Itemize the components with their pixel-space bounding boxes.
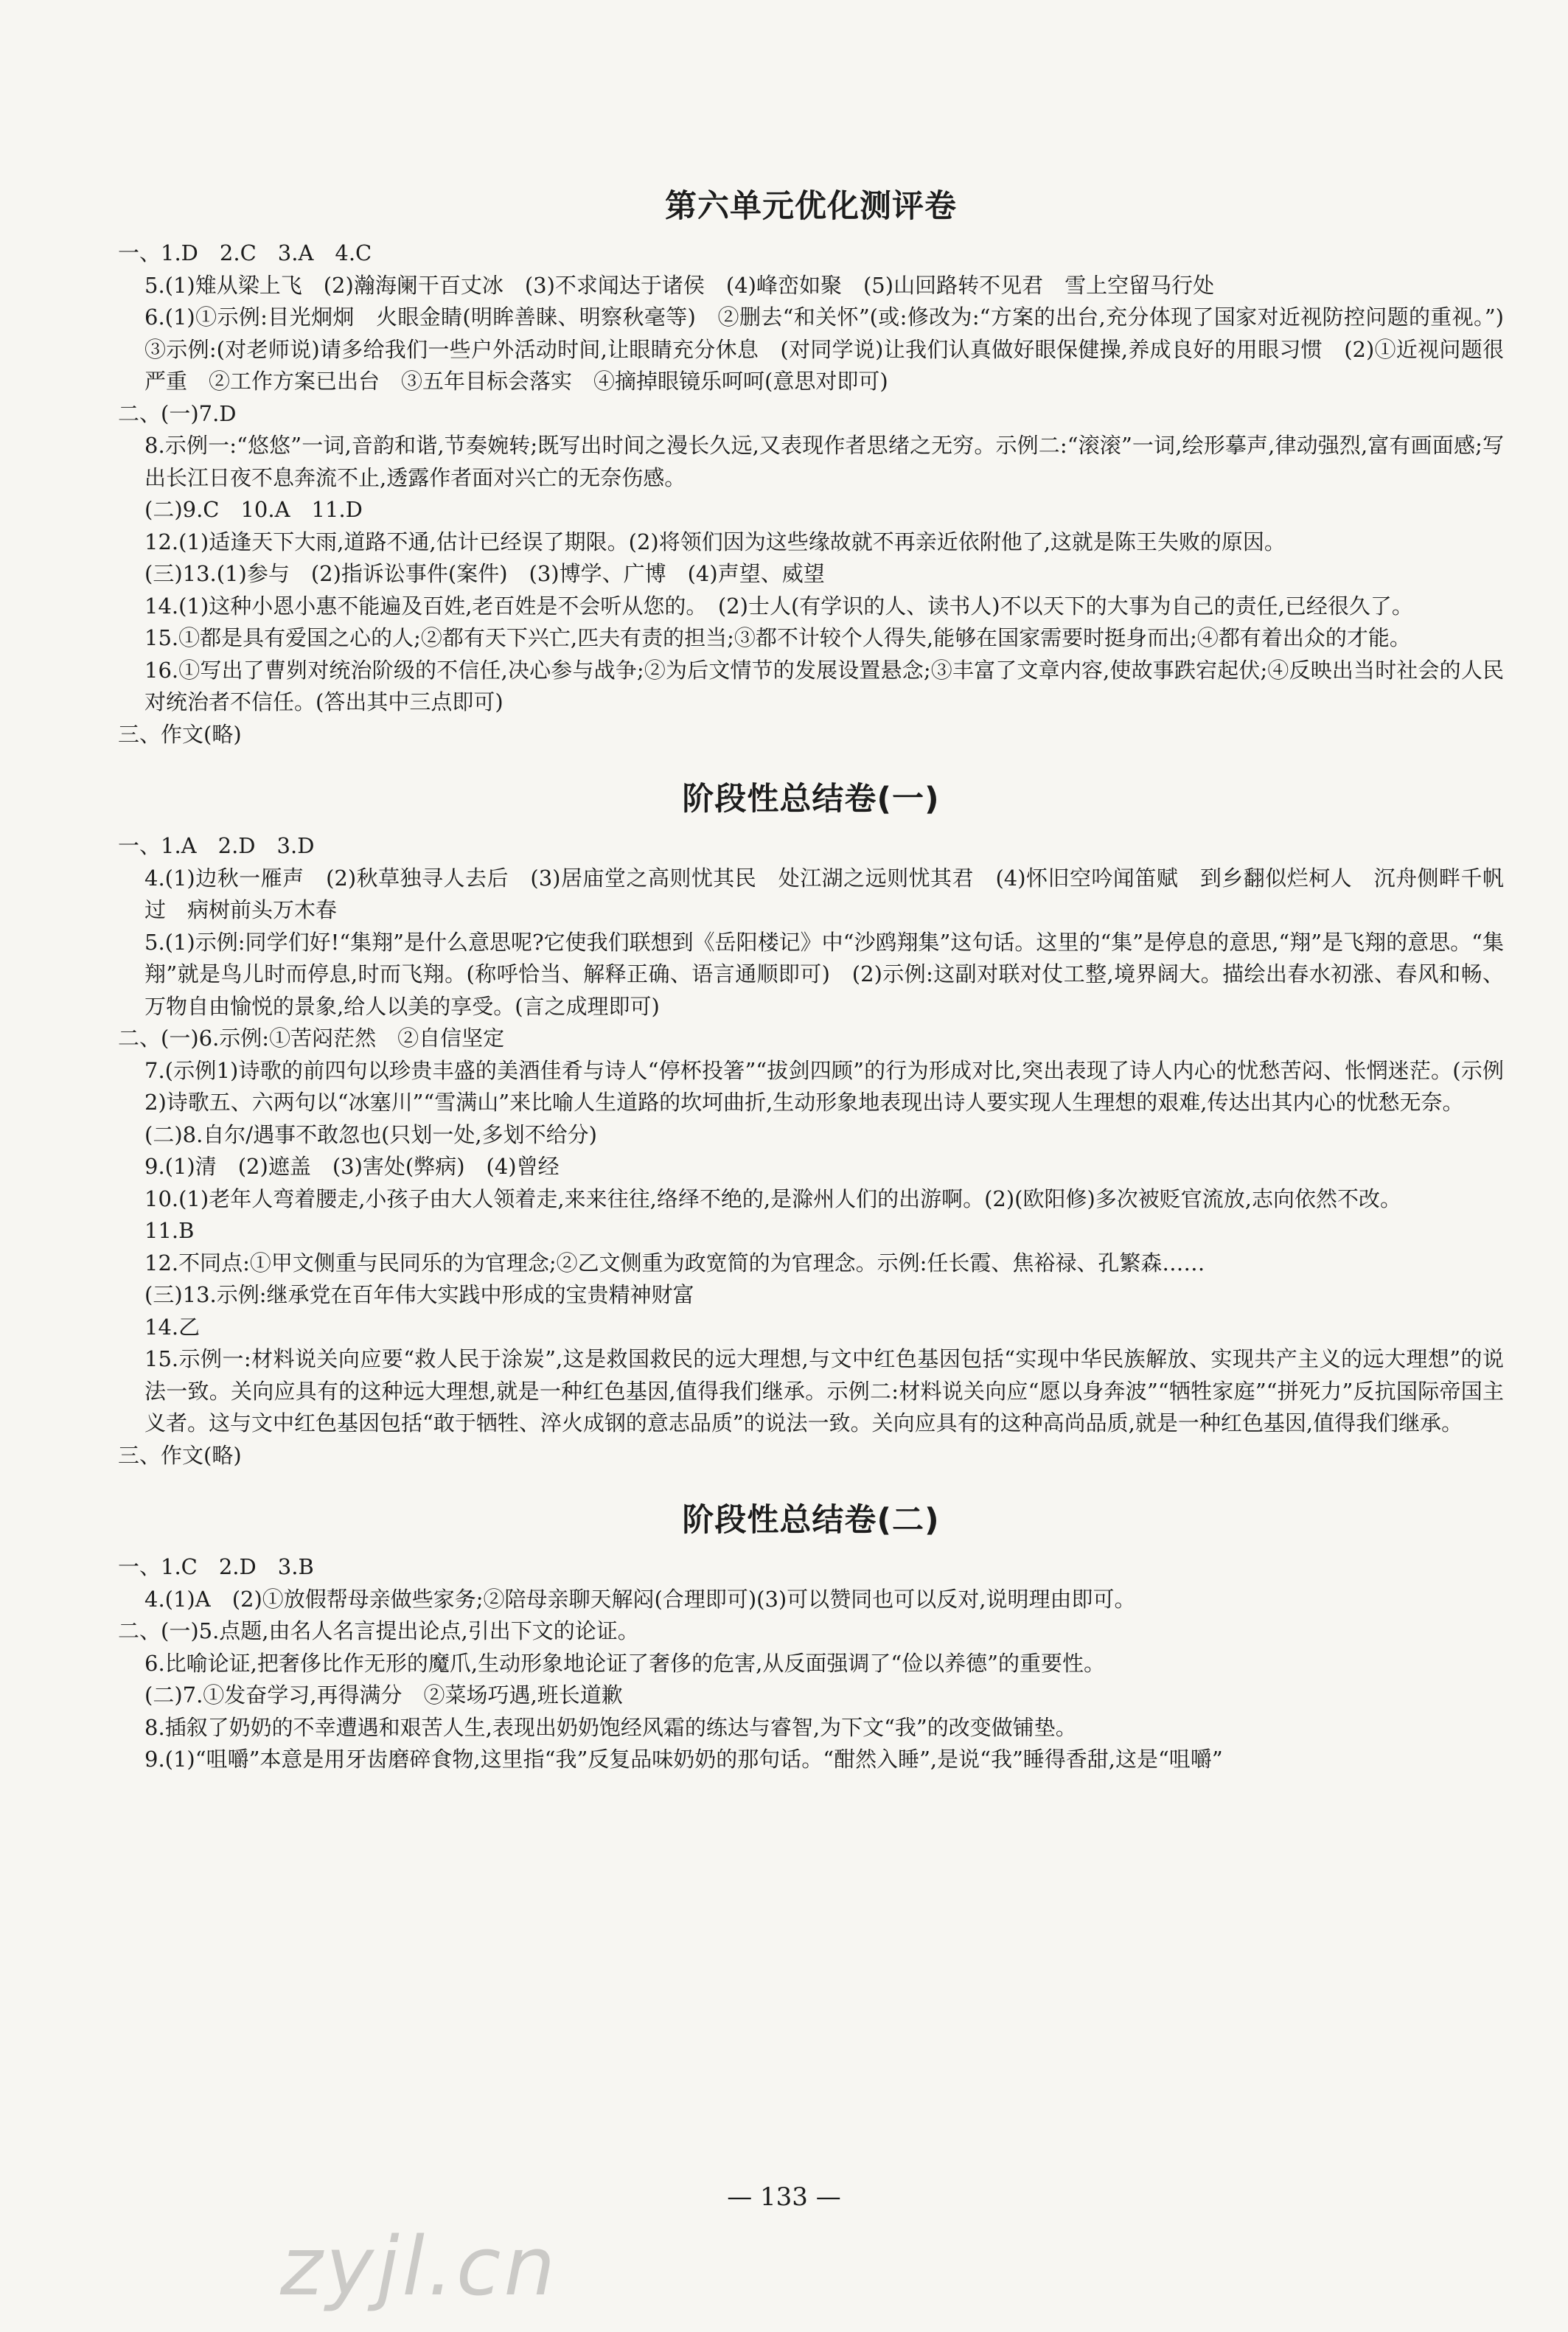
page-number: — 133 — <box>727 2182 841 2212</box>
section-title: 阶段性总结卷(一) <box>682 781 940 818</box>
answer-line: 15.①都是具有爱国之心的人;②都有天下兴亡,匹夫有责的担当;③都不计较个人得失,能够在国家需要时挺身而出;④都有着出众的才能。 <box>144 625 1411 650</box>
answer-line: 8.插叙了奶奶的不幸遭遇和艰苦人生,表现出奶奶饱经风霜的练达与睿智,为下文“我”的改变做铺垫。 <box>144 1714 1077 1740</box>
answer-line: 5.(1)示例:同学们好!“集翔”是什么意思呢?它使我们联想到《岳阳楼记》中“沙鸥翔集”这句话。这里的“集”是停息的意思,“翔”是飞翔的意思。“集翔”就是鸟儿时而停息,时而飞翔。(称呼恰当、解释正确、语言通顺即可) (2)示例:这副对联对仗工整,境界阔大。描绘出春水初涨、春风和畅、万物自由愉悦的景象,给人以美的享受。(言之成理即可) <box>144 929 1504 1019</box>
answer-line: 11.B <box>144 1218 195 1243</box>
answer-line: 二、(一)6.示例:①苦闷茫然 ②自信坚定 <box>118 1026 505 1051</box>
section-unit6 <box>118 184 1526 751</box>
answer-line: 二、(一)5.点题,由名人名言提出论点,引出下文的论证。 <box>118 1618 639 1643</box>
answer-page <box>118 184 1526 1776</box>
answer-line: 15.示例一:材料说关向应要“救人民于涂炭”,这是救国救民的远大理想,与文中红色基因包括“实现中华民族解放、实现共产主义的远大理想”的说法一致。关向应具有的这种远大理想,就是一种红色基因,值得我们继承。示例二:材料说关向应“愿以身奔波”“牺牲家庭”“拼死力”反抗国际帝国主义者。这与文中红色基因包括“敢于牺牲、淬火成钢的意志品质”的说法一致。关向应具有的这种高尚品质,就是一种红色基因,值得我们继承。 <box>144 1346 1504 1435</box>
answer-line: (二)7.①发奋学习,再得满分 ②菜场巧遇,班长道歉 <box>144 1682 623 1708</box>
answer-line: (二)8.自尔/遇事不敢忽也(只划一处,多划不给分) <box>144 1121 597 1147</box>
answer-line: 8.示例一:“悠悠”一词,音韵和谐,节奏婉转;既写出时间之漫长久远,又表现作者思绪之无穷。示例二:“滚滚”一词,绘形摹声,律动强烈,富有画面感;写出长江日夜不息奔流不止,透露作者面对兴亡的无奈伤感。 <box>144 433 1504 490</box>
answer-line: 三、作文(略) <box>118 721 242 747</box>
answer-line: 一、1.C 2.D 3.B <box>118 1554 314 1579</box>
answer-line: 4.(1)边秋一雁声 (2)秋草独寻人去后 (3)居庙堂之高则忧其民 处江湖之远则忧其君 (4)怀旧空吟闻笛赋 到乡翻似烂柯人 沉舟侧畔千帆过 病树前头万木春 <box>144 865 1504 922</box>
answer-line: 7.(示例1)诗歌的前四句以珍贵丰盛的美酒佳肴与诗人“停杯投箸”“拔剑四顾”的行为形成对比,突出表现了诗人内心的忧愁苦闷、怅惘迷茫。(示例2)诗歌五、六两句以“冰塞川”“雪满山”来比喻人生道路的坎坷曲折,生动形象地表现出诗人要实现人生理想的艰难,传达出其内心的忧愁无奈。 <box>144 1057 1504 1115</box>
answer-line: 14.(1)这种小恩小惠不能遍及百姓,老百姓是不会听从您的。 (2)士人(有学识的人、读书人)不以天下的大事为自己的责任,已经很久了。 <box>144 593 1413 619</box>
answer-line: 12.(1)适逢天下大雨,道路不通,估计已经误了期限。(2)将领们因为这些缘故就不再亲近依附他了,这就是陈王失败的原因。 <box>144 529 1286 554</box>
answer-line: (三)13.(1)参与 (2)指诉讼事件(案件) (3)博学、广博 (4)声望、威望 <box>144 561 825 586</box>
watermark-logo: zyjl.cn <box>280 2219 559 2314</box>
answer-line: 6.比喻论证,把奢侈比作无形的魔爪,生动形象地论证了奢侈的危害,从反面强调了“俭以养德”的重要性。 <box>144 1650 1105 1676</box>
answer-line: 6.(1)①示例:目光炯炯 火眼金睛(明眸善睐、明察秋毫等) ②删去“和关怀”(或:修改为:“方案的出台,充分体现了国家对近视防控问题的重视。”) ③示例:(对老师说)请多给我们一些户外活动时间,让眼睛充分休息 (对同学说)让我们认真做好眼保健操,养成良好的用眼习惯 (2)①近视问题很严重 ②工作方案已出台 ③五年目标会落实 ④摘掉眼镜乐呵呵(意思对即可) <box>144 304 1526 394</box>
answer-line: 二、(一)7.D <box>118 400 237 426</box>
section-stage-summary-2 <box>118 1498 1504 1776</box>
answer-line: 一、1.D 2.C 3.A 4.C <box>118 240 372 265</box>
section-title: 阶段性总结卷(二) <box>682 1502 940 1539</box>
answer-line: 14.乙 <box>144 1314 201 1340</box>
answer-line: 三、作文(略) <box>118 1442 242 1468</box>
section-stage-summary-1 <box>118 777 1504 1472</box>
answer-line: 9.(1)“咀嚼”本意是用牙齿磨碎食物,这里指“我”反复品味奶奶的那句话。“酣然入睡”,是说“我”睡得香甜,这是“咀嚼” <box>144 1747 1223 1772</box>
answer-line: 9.(1)清 (2)遮盖 (3)害处(弊病) (4)曾经 <box>144 1154 560 1179</box>
answer-line: (二)9.C 10.A 11.D <box>144 497 363 522</box>
section-title: 第六单元优化测评卷 <box>665 188 957 225</box>
answer-line: 4.(1)A (2)①放假帮母亲做些家务;②陪母亲聊天解闷(合理即可)(3)可以赞同也可以反对,说明理由即可。 <box>144 1586 1136 1612</box>
answer-line: (三)13.示例:继承党在百年伟大实践中形成的宝贵精神财富 <box>144 1282 694 1307</box>
answer-line: 一、1.A 2.D 3.D <box>118 833 315 858</box>
answer-line: 5.(1)雉从梁上飞 (2)瀚海阑干百丈冰 (3)不求闻达于诸侯 (4)峰峦如聚 (5)山回路转不见君 雪上空留马行处 <box>144 272 1215 298</box>
answer-line: 12.不同点:①甲文侧重与民同乐的为官理念;②乙文侧重为政宽简的为官理念。示例:任长霞、焦裕禄、孔繁森…… <box>144 1250 1205 1275</box>
answer-line: 10.(1)老年人弯着腰走,小孩子由大人领着走,来来往往,络绎不绝的,是滁州人们的出游啊。(2)(欧阳修)多次被贬官流放,志向依然不改。 <box>144 1186 1401 1211</box>
answer-line: 16.①写出了曹刿对统治阶级的不信任,决心参与战争;②为后文情节的发展设置悬念;③丰富了文章内容,使故事跌宕起伏;④反映出当时社会的人民对统治者不信任。(答出其中三点即可) <box>144 657 1504 714</box>
